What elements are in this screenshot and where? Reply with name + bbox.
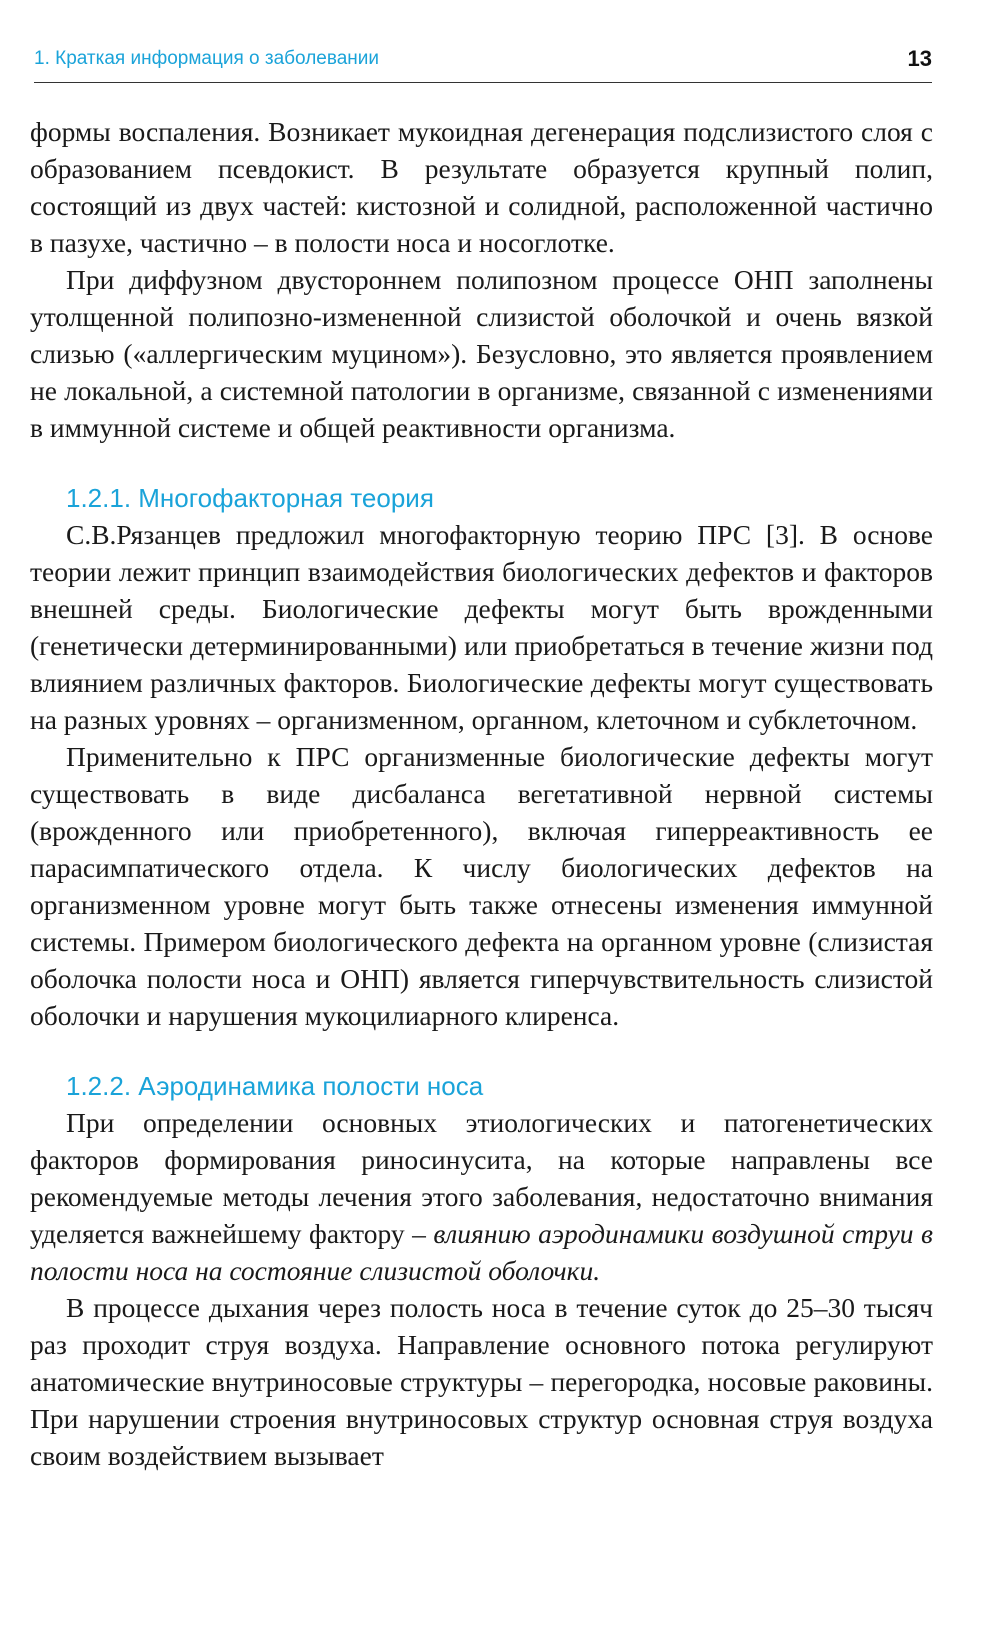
- emphasized-text: влиянию аэродинамики воздушной струи в полости носа на состояние слизистой оболочки.: [30, 1218, 933, 1286]
- paragraph: В процессе дыхания через полость носа в течение суток до 25–30 тысяч раз проходит струя воздуха. Направление основного потока регулируют анатомические внутриносовые структуры – перегородка, носовые раковины. При нарушении строения внутриносовых структур основная струя воздуха своим воздействием вызывает: [30, 1292, 933, 1471]
- paragraph: С.В.Рязанцев предложил многофакторную теорию ПРС [3]. В основе теории лежит принцип взаимодействия биологических дефектов и факторов внешней среды. Биологические дефекты могут быть врожденными (генетически детерминированными) или приобретаться в течение жизни под влиянием различных факторов. Биологические дефекты могут существовать на разных уровнях – организменном, органном, клеточном и субклеточном.: [30, 519, 933, 735]
- page-header: [34, 48, 932, 83]
- paragraph: При диффузном двустороннем полипозном процессе ОНП заполнены утолщенной полипозно-измененной слизистой оболочкой и очень вязкой слизью («аллергическим муцином»). Безусловно, это является проявлением не локальной, а системной патологии в организме, связанной с изменениями в иммунной системе и общей реактивности организма.: [30, 264, 933, 443]
- section-heading: 1.2.1. Многофакторная теория: [66, 483, 434, 513]
- paragraph: [30, 1104, 933, 1289]
- paragraph: формы воспаления. Возникает мукоидная дегенерация подслизистого слоя с образованием псевдокист. В результате образуется крупный полип, состоящий из двух частей: кистозной и солидной, расположенной частично в пазухе, частично – в полости носа и носоглотке.: [30, 116, 933, 258]
- paragraph-text: При определении основных этиологических и патогенетических факторов формирования риносинусита, на которые направлены все рекомендуемые методы лечения этого заболевания, недостаточно внимания уделяется важнейшему фактору –: [30, 1107, 933, 1249]
- page-content: [30, 113, 933, 1474]
- page-number: 13: [907, 46, 932, 71]
- paragraph: Применительно к ПРС организменные биологические дефекты могут существовать в виде дисбаланса вегетативной нервной системы (врожденного или приобретенного), включая гиперреактивность ее парасимпатического отдела. К числу биологических дефектов на организменном уровне могут быть также отнесены изменения иммунной системы. Примером биологического дефекта на органном уровне (слизистая оболочка полости носа и ОНП) является гиперчувствительность слизистой оболочки и нарушения мукоцилиарного клиренса.: [30, 741, 933, 1031]
- running-head: 1. Краткая информация о заболевании: [34, 48, 380, 69]
- section-heading: 1.2.2. Аэродинамика полости носа: [66, 1071, 484, 1101]
